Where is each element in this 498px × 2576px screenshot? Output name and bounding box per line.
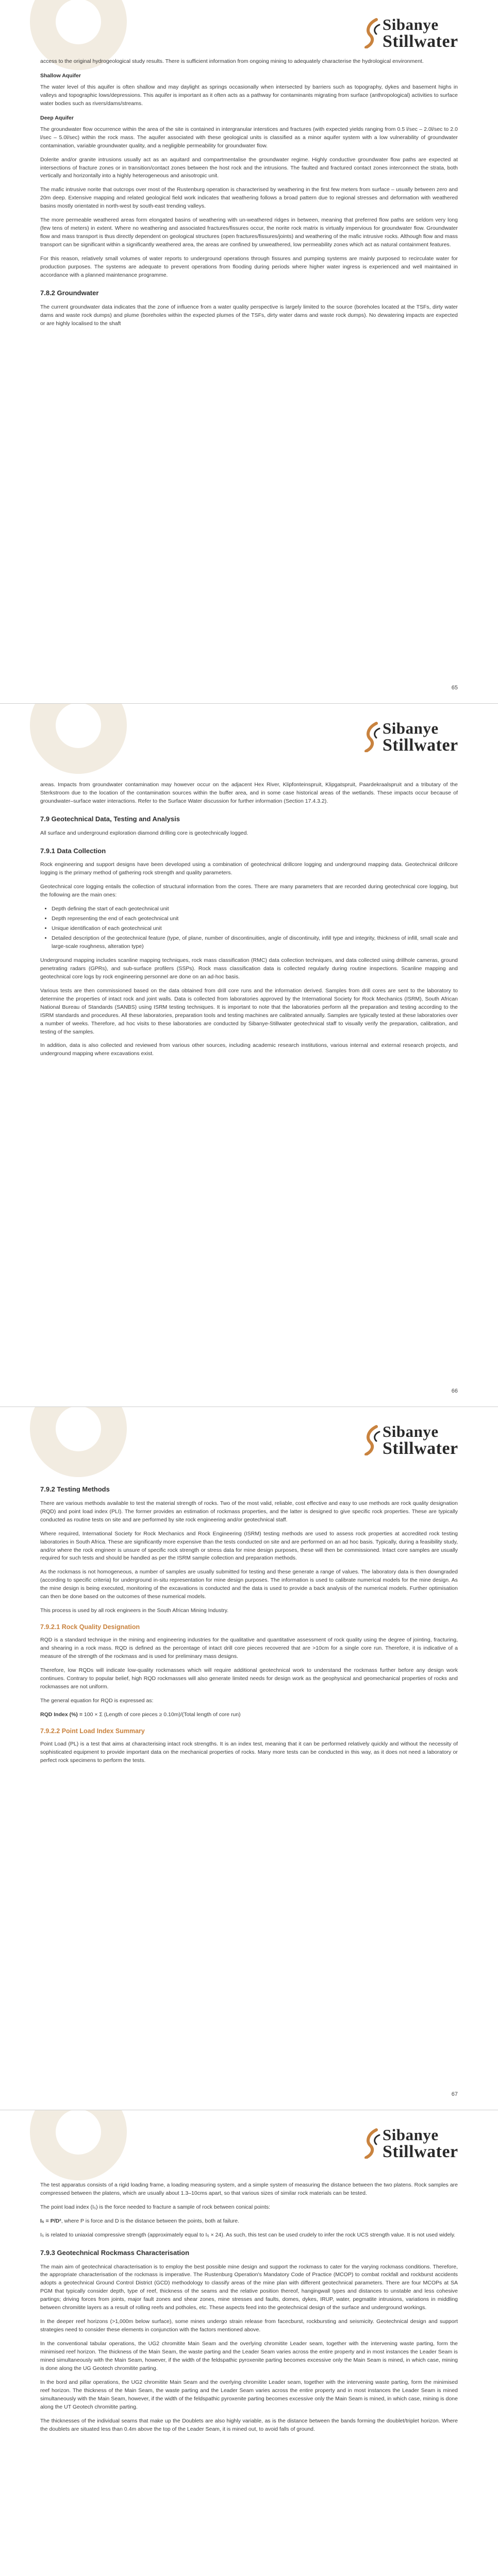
logo-mark-icon [363, 1425, 381, 1455]
list-item: • Depth defining the start of each geotechnical unit [52, 905, 458, 913]
paragraph: Where required, International Society for Rock Mechanics and Rock Engineering (ISRM) testing methods are used to assess rock properties at accredited rock testing laboratories in South Africa. These are significantly more expensive than the tests conducted on site and are performed on an ad hoc basis. Typically, during a feasibility study, and/or where the rock engineer is unsure of specific rock strength or stress data for mine design purposes, these will then be commissioned. Intact core samples are usually required for such tests and should be handled as per the ISRM sample collection and preparation methods. [40, 1530, 458, 1562]
paragraph: As the rockmass is not homogeneous, a number of samples are usually submitted for testing and these generate a range of values. The laboratory data is then downgraded (according to specific criteria) for underground in-situ representation for mine design purposes. The information is used to calibrate numerical models for the mine design. As the mine design is being executed, monitoring of the excavations is conducted and the data is used to provide a back analysis of the numerical models. Further optimisation can then be done based on the outcomes of these numerical models. [40, 1569, 458, 1600]
paragraph: In the bord and pillar operations, the UG2 chromitite Main Seam and the overlying chromitite Leader seam, together with the intervening waste parting, form the minimised reef horizon. The thickness of the Main Seam, the waste parting and the Leader Seam varies across the entire property and in most instances the Leader Seam is mined simultaneously with the Main Seam, however, if the width of the feldspathic pyroxenite parting becomes excessive only the Main Seam is mined, in which case, mining is done along the UT Geotech chromitite parting. [40, 2379, 458, 2410]
paragraph: The water level of this aquifer is often shallow and may daylight as springs occasionally when intersected by barriers such as topography, dykes and basement highs in valleys and topographic lows/depressions. This aquifer is important as it often acts as a pathway for contaminants migrating from surface (anthropological) activities to surface water bodies such as rivers/dams/streams. [40, 83, 458, 107]
page-content [40, 2181, 458, 2439]
bullet-list [40, 905, 458, 951]
paragraph: areas. Impacts from groundwater contamination may however occur on the adjacent Hex River, Klipfonteinspruit, Klipgatspruit, Paardekraalspruit and a tributary of the Sterkstroom due to the location of the contamination sources within the buffer area, and in some case historical areas of the wetlands. These impacts occur because of groundwater–surface water interactions. Refer to the Surface Water discussion for further information (Section 17.4.3.2). [40, 782, 458, 804]
list-item: • Depth representing the end of each geotechnical unit [52, 915, 458, 923]
paragraph: All surface and underground exploration diamond drilling core is geotechnically logged. [40, 829, 248, 836]
page-content [40, 781, 458, 1064]
page-content [40, 1484, 458, 1771]
paragraph: RQD is a standard technique in the mining and engineering industries for the qualitative and quantitative assessment of rock quality using the degree of jointing, fracturing, and shearing in a rock mass. RQD is defined as the percentage of intact drill core pieces recovered that are >10cm for a single core run. Therefore, it is indicative of a measure of the strength of the rockmass and is used for preliminary mass designs. [40, 1637, 458, 1660]
subheading: Shallow Aquifer [40, 72, 81, 79]
section-heading: 7.9.3 Geotechnical Rockmass Characterisation [40, 2248, 190, 2257]
logo-mark-icon [363, 2128, 381, 2159]
logo-mark-icon [363, 18, 381, 48]
paragraph: The more permeable weathered areas form elongated basins of weathering with un-weathered ridges in between, meaning that preferred flow paths are seldom very long (few tens of meters) in extent. Where no weathering and associated fractures/fissures occur, the norite rock matrix is virtually impervious for groundwater flow. Groundwater flow and mass transport is thus directly dependent on geological structures (open fractures/fissures/joints) and weathering of the mafic intrusive rocks. Although flow and mass transport can be significant within a significantly weathered area, the areas are confined by unweathered, low permeability zones which act as natural containment features. [40, 217, 458, 248]
page-number: 66 [451, 1388, 458, 1394]
page-67 [0, 1406, 498, 2110]
paragraph: Rock engineering and support designs have been developed using a combination of geotechnical drillcore logging and underground mapping data. Geotechnical drillcore logging is the primary method of gathering rock strength and quality parameters. [40, 861, 458, 876]
list-item: • Detailed description of the geotechnical feature (type, of plane, number of discontinuities, angle of discontinuity, infill type and integrity, thickness of infill, small scale and large-scale roughness, alteration type) [52, 935, 458, 951]
subheading: Deep Aquifer [40, 114, 74, 121]
decorative-circle-icon [30, 2110, 127, 2180]
paragraph: For this reason, relatively small volumes of water reports to underground operations through fissures and pumping systems are mainly purposed to recirculate water for production purposes. The systems are adequate to prevent operations from flooding during periods where higher water ingress is experienced and well maintained in accordance with a planned maintenance programme. [40, 256, 458, 279]
paragraph: Point Load (PL) is a test that aims at characterising intact rock strengths. It is an index test, meaning that it can be performed relatively quickly and without the necessity of sophisticated equipment to provide important data on the mechanical properties of rocks. Many more tests can be conducted in this way, as it does not need a laboratory or perfect rock specimens to perform the tests. [40, 1740, 458, 1764]
paragraph: The main aim of geotechnical characterisation is to employ the best possible mine design and support the rockmass to cater for the varying rockmass conditions. Therefore, the appropriate characterisation of the rockmass is imperative. The Rustenburg Operation's Mandatory Code of Practice (MCOP) to combat rockfall and rockburst accidents adopts a geotechnical Ground Control District (GCD) methodology to classify areas of the mine plan with different geotechnical parameters. There are four MCOPs at SA PGM that typically consider depth, type of reef, thickness of the seams and the relative position thereof, hangingwall types and distances to unstable and less cohesive partings; driving forces from joints, major fault zones and shear zones, mine stresses and faults, domes, dykes, IRUP, water, pegmatite intrusions, variations in middling between chromitite layers as a result of rolling reefs and potholes, etc. These aspects feed into the geotechnical design of the surface and underground workings. [40, 2263, 458, 2311]
logo-word-stillwater: Stillwater [383, 2142, 458, 2161]
logo-word-sibanye: Sibanye [383, 719, 439, 737]
company-logo [363, 1418, 458, 1462]
section-heading: 7.9.2 Testing Methods [40, 1485, 110, 1493]
page-number: 67 [451, 2091, 458, 2097]
paragraph: This process is used by all rock engineers in the South African Mining Industry. [40, 1607, 229, 1614]
page-content [40, 58, 458, 334]
list-item: • Unique identification of each geotechnical unit [52, 925, 458, 933]
page-65 [0, 0, 498, 703]
section-heading: 7.8.2 Groundwater [40, 289, 99, 297]
formula-rest: 100 × Σ (Length of core pieces ≥ 0.10m)/(Total length of core run) [84, 1711, 241, 1718]
page-number: 65 [451, 685, 458, 691]
paragraph: The thicknesses of the individual seams that make up the Doublets are also highly variable, as is the distance between the bands forming the doublet/triplet horizon. Where the doublets are situated less than 0.4m above the top of the Leader Seam, it is mined out, to avoid falls of ground. [40, 2417, 458, 2432]
logo-word-sibanye: Sibanye [383, 1422, 439, 1440]
paragraph: In the deeper reef horizons (>1,000m below surface), some mines undergo strain release from facecburst, rockbursting and seismicity. Geotechnical design and support strategies need to consider these elements in conjunction with the factors mentioned above. [40, 2318, 458, 2333]
section-heading: 7.9 Geotechnical Data, Testing and Analysis [40, 815, 180, 823]
paragraph: Geotechnical core logging entails the collection of structural information from the cores. There are many parameters that are recorded during geotechnical core logging, but the following are the main ones: [40, 884, 458, 899]
subsection-heading: 7.9.2.1 Rock Quality Designation [40, 1623, 140, 1631]
paragraph: There are various methods available to test the material strength of rocks. Two of the most valid, reliable, cost effective and easy to use methods are rock quality designation (RQD) and point load index (PLI). The former provides an estimation of rockmass properties, and the latter is designed to give specific rock properties. These are typically conducted as routine tests on site and are performed by site rock engineering and/or geotechnical staff. [40, 1500, 458, 1523]
logo-word-stillwater: Stillwater [383, 736, 458, 755]
page-66 [0, 703, 498, 1406]
paragraph: access to the original hydrogeological study results. There is sufficient information from ongoing mining to adequately characterise the hydrological environment. [40, 58, 424, 64]
formula-rest: , where P is force and D is the distance between the points, both at failure. [61, 2217, 240, 2224]
logo-mark-icon [363, 721, 381, 752]
decorative-circle-icon [30, 703, 127, 774]
paragraph: In addition, data is also collected and reviewed from various other sources, including academic research institutions, various internal and external research projects, and underground mapping where excavations exist. [40, 1042, 458, 1057]
paragraph: I₅ is related to uniaxial compressive strength (approximately equal to I₅ × 24). As such, this test can be used crudely to infer the rock UCS strength value. It is not used widely. [40, 2231, 456, 2238]
decorative-circle-icon [30, 1406, 127, 1477]
logo-word-sibanye: Sibanye [383, 15, 439, 33]
paragraph: Various tests are then commissioned based on the data obtained from drill core runs and the information derived. Samples from drill cores are sent to the laboratory to determine the properties of intact rock and joint walls. Data is collected from laboratories approved by the International Society for Rock Mechanics (ISRM), South African National Bureau of Standards (SANBS) using ISRM testing techniques. It is important to note that the laboratories perform all the preparation and testing according to the ISRM standards and procedures. All these laboratories, preparation tools and testing machines are calibrated annually. Samples are typically tested at these laboratories over a number of weeks. Therefore, ad hoc visits to these laboratories are conducted by Sibanye-Stillwater geotechnical staff to visually verify the preparation, calibration, and testing of the samples. [40, 987, 458, 1035]
paragraph: The point load index (I₅) is the force needed to fracture a sample of rock between conical points: [40, 2204, 271, 2210]
logo-word-stillwater: Stillwater [383, 32, 458, 51]
formula-lead: RQD Index (%) = [40, 1711, 84, 1718]
paragraph: The general equation for RQD is expressed as: [40, 1697, 154, 1704]
paragraph: Dolerite and/or granite intrusions usually act as an aquitard and compartmentalise the groundwater regime. Highly conductive groundwater flow paths are expected at intersections of fracture zones or in transition/contact zones between the host rock and the intrusions. The faulted and fractured contact zones interconnect the strata, both vertically and horizontally into a highly heterogeneous and anisotropic unit. [40, 156, 458, 179]
formula [40, 2217, 458, 2226]
paragraph: In the conventional tabular operations, the UG2 chromitite Main Seam and the overlying chromitite Leader seam, together with the intervening waste parting, form the minimised reef horizon. The thickness of the Main Seam, the waste parting and the Leader Seam varies across the entire property and in most instances the Leader Seam is mined simultaneously with the Main Seam, however, if the width of the feldspathic pyroxenite parting becomes excessive only the Main Seam is mined, in which case, mining is done along the UG Geotech chromitite parting. [40, 2341, 458, 2371]
paragraph: The test apparatus consists of a rigid loading frame, a loading measuring system, and a simple system of measuring the distance between the two platens. Rock samples are compressed between the platens, which are usually about 1.3–10cms apart, so that various sizes of similar rock materials can be tested. [40, 2182, 458, 2196]
formula-lead: I₅ = P/D² [40, 2217, 61, 2224]
paragraph: Underground mapping includes scanline mapping techniques, rock mass classification (RMC) data collection techniques, and data collected using drillhole cameras, ground penetrating radars (GPRs), and sub-surface profilers (SSPs). Rock mass classification data is collected regularly during routine inspections. Scanline mapping and geotechnical core logs by rock engineering personnel are done on an ad-hoc basis. [40, 957, 458, 980]
paragraph: The mafic intrusive norite that outcrops over most of the Rustenburg operation is characterised by weathering in the first few meters from surface – usually between zero and 20m deep. Extensive mapping and related geological field work indicates that weathering follows a broad pattern due to regional stresses and deformation with weathered basins mostly orientated in north-west by south-east trending valleys. [40, 187, 458, 210]
paragraph: The current groundwater data indicates that the zone of influence from a water quality perspective is largely limited to the source (boreholes located at the TSFs, dirty water dams and waste rock dumps) and plume (boreholes within the expected plumes of the TSFs, dirty water dams and waste rock dumps). No dewatering impacts are expected or are highly localised to the shaft [40, 303, 458, 327]
paragraph: Therefore, low RQDs will indicate low-quality rockmasses which will require additional geotechnical work to understand the rockmass further before any design work continues. Contrary to popular belief, high RQD rockmasses will also generate limited needs for design work as the geophysical and geomechanical properties of rocks and rockmasses are not uniform. [40, 1667, 458, 1690]
page-68 [0, 2110, 498, 2576]
paragraph: The groundwater flow occurrence within the area of the site is contained in intergranular interstices and fractures (with expected yields ranging from 0.5 l/sec – 2.0l/sec to 2.0 l/sec – 5.0l/sec) within the rock mass. The aquifer associated with these geological units is classified as a minor aquifer system with a low vulnerability of groundwater contamination, variable groundwater quality, and a negligible permeability for groundwater flow. [40, 126, 458, 149]
formula [40, 1711, 458, 1719]
section-heading: 7.9.1 Data Collection [40, 846, 106, 855]
company-logo [363, 11, 458, 55]
logo-word-stillwater: Stillwater [383, 1439, 458, 1458]
company-logo [363, 715, 458, 758]
company-logo [363, 2122, 458, 2165]
logo-word-sibanye: Sibanye [383, 2126, 439, 2144]
subsection-heading: 7.9.2.2 Point Load Index Summary [40, 1727, 145, 1735]
